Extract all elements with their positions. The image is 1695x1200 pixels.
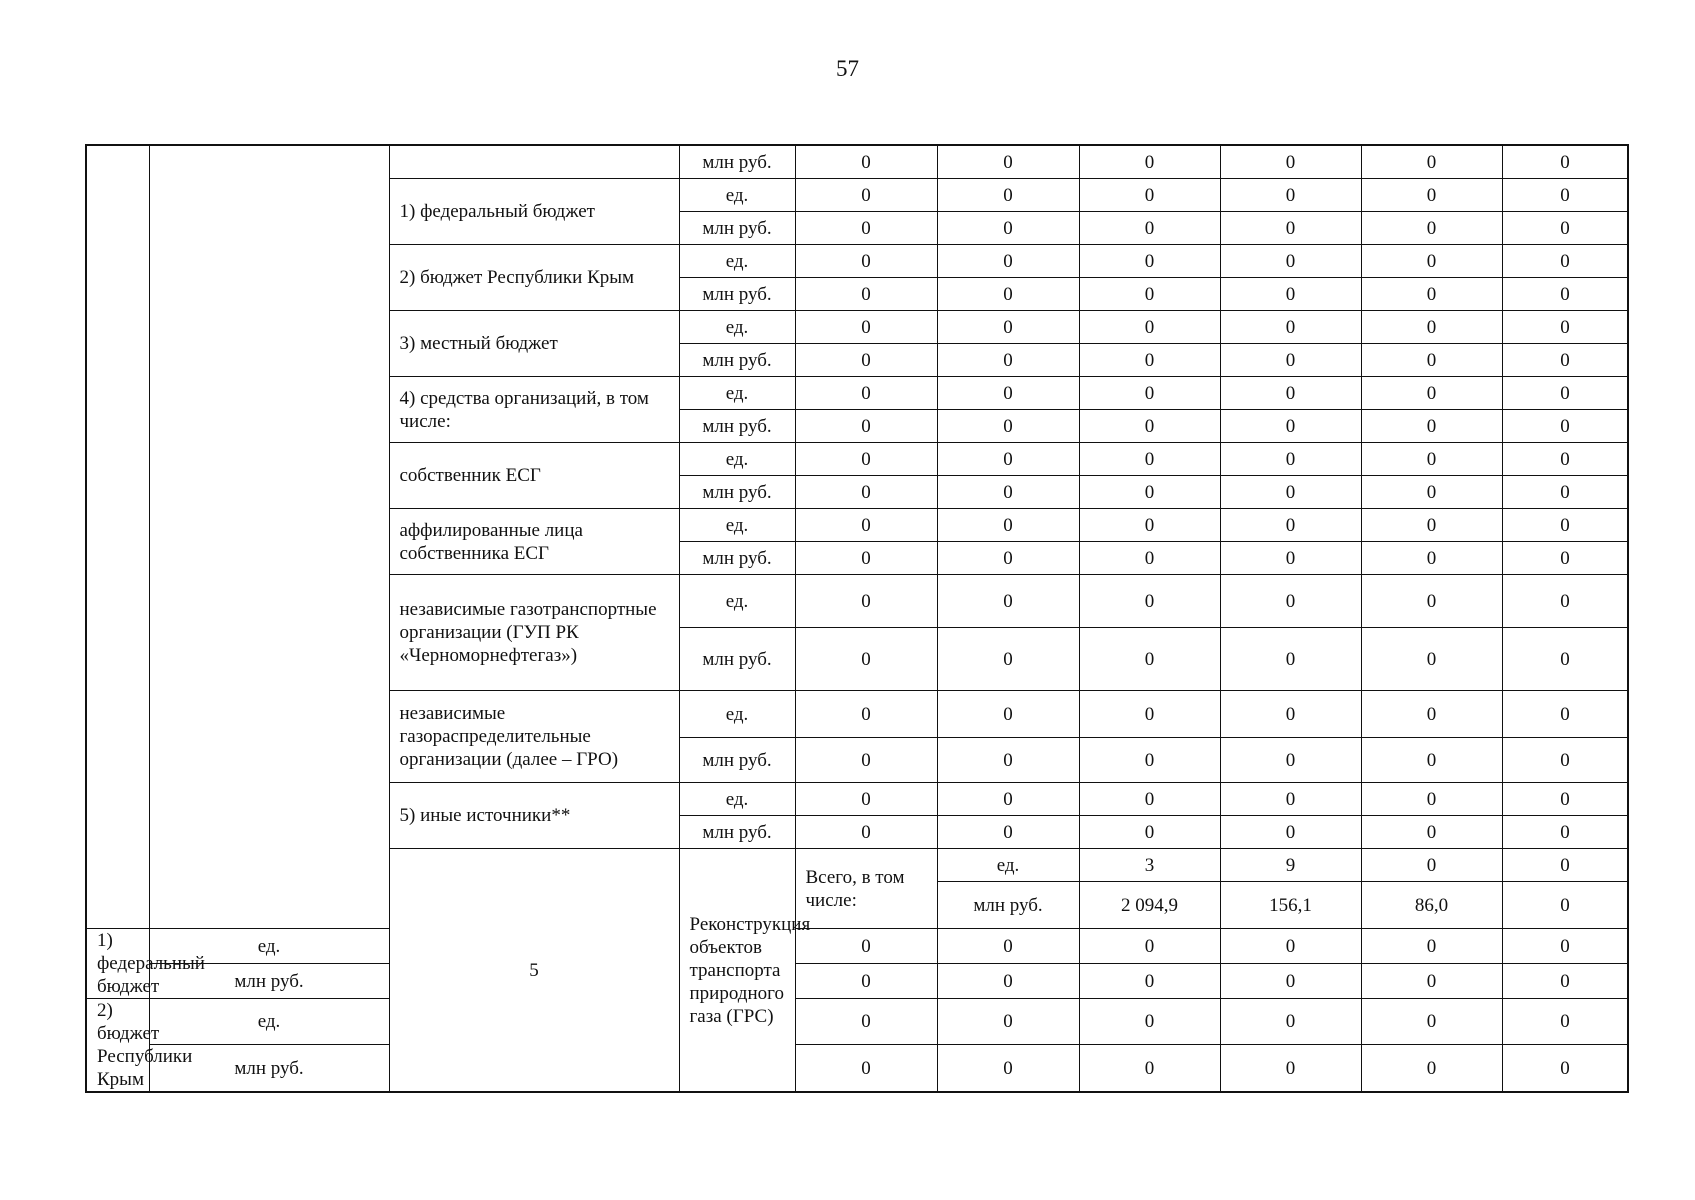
value-cell: 0 [795,816,937,849]
value-cell: 0 [937,783,1079,816]
value-cell: 0 [1361,628,1502,691]
value-cell: 0 [1079,245,1220,278]
value-cell: 0 [1502,882,1628,929]
value-cell: 0 [937,476,1079,509]
unit-cell: млн руб. [679,542,795,575]
unit-cell: ед. [679,377,795,410]
value-cell: 0 [937,816,1079,849]
unit-cell: ед. [679,783,795,816]
source-label [389,145,679,179]
value-cell: 0 [1502,311,1628,344]
source-label: Всего, в том числе: [795,849,937,929]
funding-table-body [86,145,1628,1092]
value-cell: 0 [1502,245,1628,278]
value-cell: 0 [1220,738,1361,783]
source-label: независимые газораспределительные организации (далее – ГРО) [389,691,679,783]
value-cell: 0 [795,738,937,783]
value-cell: 0 [1502,542,1628,575]
value-cell: 0 [1502,929,1628,964]
source-label: 5) иные источники** [389,783,679,849]
value-cell: 0 [795,999,937,1045]
value-cell: 0 [937,929,1079,964]
value-cell: 0 [1079,443,1220,476]
unit-cell: ед. [679,691,795,738]
unit-cell: млн руб. [679,816,795,849]
value-cell: 0 [1079,964,1220,999]
unit-cell: ед. [937,849,1079,882]
value-cell: 0 [1361,443,1502,476]
value-cell: 0 [1502,509,1628,542]
unit-cell: млн руб. [679,738,795,783]
unit-cell: ед. [149,999,389,1045]
value-cell: 0 [1361,377,1502,410]
value-cell: 0 [795,145,937,179]
value-cell: 0 [1361,179,1502,212]
value-cell: 0 [795,691,937,738]
value-cell: 0 [1502,476,1628,509]
value-cell: 0 [1079,278,1220,311]
unit-cell: млн руб. [937,882,1079,929]
value-cell: 0 [937,212,1079,245]
value-cell: 0 [1502,999,1628,1045]
section-index-cell: 5 [389,849,679,1093]
funding-table-wrapper [85,144,1627,1093]
unit-cell: млн руб. [679,145,795,179]
value-cell: 0 [937,278,1079,311]
unit-cell: млн руб. [149,964,389,999]
value-cell: 0 [1502,145,1628,179]
value-cell: 0 [1502,575,1628,628]
value-cell: 0 [1079,999,1220,1045]
value-cell: 0 [1502,783,1628,816]
value-cell: 0 [1220,344,1361,377]
value-cell: 0 [1079,1045,1220,1092]
unit-cell: млн руб. [679,628,795,691]
value-cell: 0 [1220,311,1361,344]
value-cell: 0 [1361,575,1502,628]
value-cell: 0 [1361,783,1502,816]
unit-cell: ед. [679,443,795,476]
value-cell: 0 [1361,278,1502,311]
value-cell: 0 [1079,816,1220,849]
unit-cell: ед. [679,311,795,344]
source-label: 1) федеральный бюджет [389,179,679,245]
value-cell: 0 [1079,783,1220,816]
unit-cell: ед. [679,245,795,278]
source-label: 1) федеральный бюджет [86,929,149,999]
value-cell: 0 [795,509,937,542]
value-cell: 0 [1220,999,1361,1045]
value-cell: 0 [1502,816,1628,849]
value-cell: 0 [1220,278,1361,311]
value-cell: 0 [1220,783,1361,816]
value-cell: 0 [1079,575,1220,628]
value-cell: 0 [937,245,1079,278]
value-cell: 0 [937,344,1079,377]
value-cell: 0 [1079,542,1220,575]
value-cell: 0 [1220,443,1361,476]
value-cell: 0 [1079,179,1220,212]
source-label: независимые газотранспортные организации (ГУП РК «Черноморнефтегаз») [389,575,679,691]
value-cell: 0 [1502,964,1628,999]
value-cell: 0 [1361,344,1502,377]
value-cell: 0 [1079,628,1220,691]
value-cell: 0 [937,575,1079,628]
value-cell: 0 [795,245,937,278]
value-cell: 0 [795,929,937,964]
value-cell: 0 [1502,691,1628,738]
unit-cell: ед. [679,509,795,542]
value-cell: 0 [795,344,937,377]
unit-cell: млн руб. [679,344,795,377]
value-cell: 0 [1079,212,1220,245]
value-cell: 0 [795,964,937,999]
value-cell: 0 [1220,245,1361,278]
value-cell: 0 [937,509,1079,542]
value-cell: 0 [795,179,937,212]
value-cell: 0 [1220,509,1361,542]
funding-table [85,144,1629,1093]
value-cell: 0 [1220,628,1361,691]
source-label: 3) местный бюджет [389,311,679,377]
value-cell: 0 [795,628,937,691]
value-cell: 0 [795,476,937,509]
value-cell: 0 [1220,929,1361,964]
prev-section-name-cell [149,145,389,929]
value-cell: 0 [1361,542,1502,575]
value-cell: 0 [1079,929,1220,964]
value-cell: 0 [795,278,937,311]
value-cell: 0 [1502,410,1628,443]
value-cell: 0 [1220,964,1361,999]
value-cell: 0 [1220,212,1361,245]
value-cell: 0 [795,542,937,575]
table-row [86,964,1628,999]
unit-cell: млн руб. [679,278,795,311]
value-cell: 0 [937,999,1079,1045]
value-cell: 0 [1220,816,1361,849]
value-cell: 0 [1361,311,1502,344]
source-label: аффилированные лица собственника ЕСГ [389,509,679,575]
unit-cell: ед. [149,929,389,964]
value-cell: 0 [937,443,1079,476]
value-cell: 3 [1079,849,1220,882]
prev-section-index-cell [86,145,149,929]
value-cell: 0 [1361,212,1502,245]
value-cell: 0 [1502,849,1628,882]
value-cell: 0 [937,377,1079,410]
value-cell: 0 [937,738,1079,783]
value-cell: 0 [1502,377,1628,410]
value-cell: 156,1 [1220,882,1361,929]
value-cell: 0 [937,145,1079,179]
value-cell: 2 094,9 [1079,882,1220,929]
value-cell: 0 [1220,410,1361,443]
value-cell: 0 [1361,145,1502,179]
unit-cell: млн руб. [679,476,795,509]
value-cell: 0 [1361,476,1502,509]
value-cell: 0 [1220,377,1361,410]
value-cell: 0 [1502,179,1628,212]
value-cell: 0 [1502,344,1628,377]
value-cell: 0 [795,575,937,628]
unit-cell: ед. [679,179,795,212]
value-cell: 0 [937,1045,1079,1092]
unit-cell: млн руб. [149,1045,389,1092]
value-cell: 0 [1220,542,1361,575]
value-cell: 0 [1502,628,1628,691]
table-row [86,1045,1628,1092]
value-cell: 0 [1220,575,1361,628]
value-cell: 86,0 [1361,882,1502,929]
value-cell: 0 [1361,964,1502,999]
unit-cell: млн руб. [679,212,795,245]
value-cell: 0 [1361,816,1502,849]
value-cell: 0 [1361,1045,1502,1092]
page-number: 57 [836,56,859,81]
value-cell: 0 [1220,476,1361,509]
value-cell: 0 [1361,509,1502,542]
table-row [86,145,1628,179]
value-cell: 0 [937,628,1079,691]
value-cell: 0 [1361,245,1502,278]
value-cell: 0 [795,410,937,443]
source-label: собственник ЕСГ [389,443,679,509]
value-cell: 0 [1220,1045,1361,1092]
section-name-cell: Реконструкция объектов транспорта природного газа (ГРС) [679,849,795,1093]
value-cell: 0 [1361,691,1502,738]
value-cell: 0 [1079,311,1220,344]
value-cell: 0 [1361,849,1502,882]
value-cell: 0 [937,410,1079,443]
unit-cell: млн руб. [679,410,795,443]
value-cell: 0 [937,179,1079,212]
unit-cell: ед. [679,575,795,628]
value-cell: 0 [795,311,937,344]
value-cell: 0 [1079,691,1220,738]
value-cell: 0 [1502,443,1628,476]
value-cell: 0 [937,311,1079,344]
value-cell: 9 [1220,849,1361,882]
value-cell: 0 [1079,738,1220,783]
value-cell: 0 [1361,410,1502,443]
value-cell: 0 [1079,410,1220,443]
value-cell: 0 [795,443,937,476]
value-cell: 0 [1220,145,1361,179]
value-cell: 0 [1079,377,1220,410]
source-label: 2) бюджет Республики Крым [86,999,149,1093]
value-cell: 0 [795,1045,937,1092]
table-row [86,999,1628,1045]
value-cell: 0 [795,212,937,245]
value-cell: 0 [937,542,1079,575]
source-label: 4) средства организаций, в том числе: [389,377,679,443]
value-cell: 0 [1220,179,1361,212]
value-cell: 0 [1079,344,1220,377]
value-cell: 0 [1502,278,1628,311]
value-cell: 0 [1361,738,1502,783]
value-cell: 0 [1361,999,1502,1045]
value-cell: 0 [795,783,937,816]
source-label: 2) бюджет Республики Крым [389,245,679,311]
value-cell: 0 [1079,145,1220,179]
value-cell: 0 [1502,738,1628,783]
value-cell: 0 [937,691,1079,738]
value-cell: 0 [1502,212,1628,245]
value-cell: 0 [795,377,937,410]
value-cell: 0 [1079,476,1220,509]
value-cell: 0 [937,964,1079,999]
value-cell: 0 [1502,1045,1628,1092]
value-cell: 0 [1361,929,1502,964]
table-row [86,929,1628,964]
value-cell: 0 [1079,509,1220,542]
value-cell: 0 [1220,691,1361,738]
